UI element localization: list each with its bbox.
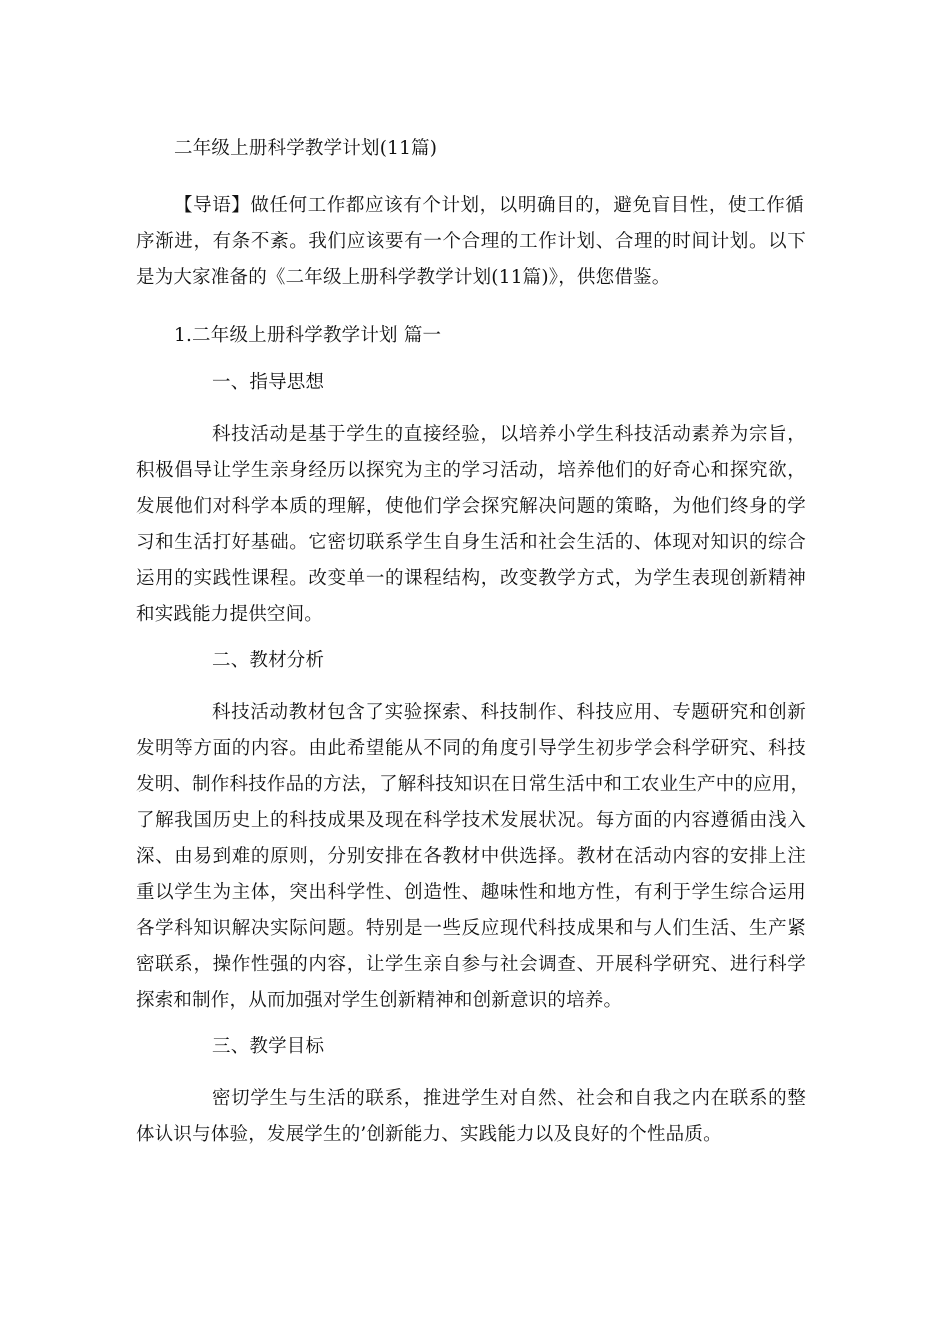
part3-line-2: 体认识与体验，发展学生的’创新能力、实践能力以及良好的个性品质。: [136, 1124, 722, 1145]
intro-line-3: 是为大家准备的《二年级上册科学教学计划(11篇)》，供您借鉴。: [136, 267, 671, 288]
part1-heading: 一、指导思想: [212, 372, 325, 393]
part2-line-3: 发明、制作科技作品的方法，了解科技知识在日常生活中和工农业生产中的应用，: [136, 774, 810, 795]
part1-line-1: 科技活动是基于学生的直接经验，以培养小学生科技活动素养为宗旨，: [212, 424, 806, 445]
part2-line-6: 重以学生为主体，突出科学性、创造性、趣味性和地方性，有利于学生综合运用: [136, 882, 806, 903]
part1-line-2: 积极倡导让学生亲身经历以探究为主的学习活动，培养他们的好奇心和探究欲，: [136, 460, 806, 481]
part1-line-3: 发展他们对科学本质的理解，使他们学会探究解决问题的策略，为他们终身的学: [136, 496, 806, 517]
part2-line-8: 密联系，操作性强的内容，让学生亲自参与社会调查、开展科学研究、进行科学: [136, 954, 806, 975]
part3-heading: 三、教学目标: [212, 1036, 325, 1057]
document-title: 二年级上册科学教学计划(11篇): [174, 138, 438, 159]
intro-line-2: 序渐进，有条不紊。我们应该要有一个合理的工作计划、合理的时间计划。以下: [136, 231, 806, 252]
part1-line-6: 和实践能力提供空间。: [136, 604, 324, 625]
part2-line-2: 发明等方面的内容。由此希望能从不同的角度引导学生初步学会科学研究、科技: [136, 738, 806, 759]
part2-heading: 二、教材分析: [212, 650, 325, 671]
part2-line-1: 科技活动教材包含了实验探索、科技制作、科技应用、专题研究和创新: [212, 702, 806, 723]
part2-line-9: 探索和制作，从而加强对学生创新精神和创新意识的培养。: [136, 990, 623, 1011]
part1-line-5: 运用的实践性课程。改变单一的课程结构，改变教学方式，为学生表现创新精神: [136, 568, 806, 589]
part1-line-4: 习和生活打好基础。它密切联系学生自身生活和社会生活的、体现对知识的综合: [136, 532, 806, 553]
section-title: 1.二年级上册科学教学计划 篇一: [174, 325, 442, 346]
part2-line-5: 深、由易到难的原则，分别安排在各教材中供选择。教材在活动内容的安排上注: [136, 846, 806, 867]
part3-line-1: 密切学生与生活的联系，推进学生对自然、社会和自我之内在联系的整: [212, 1088, 806, 1109]
intro-line-1: 【导语】做任何工作都应该有个计划，以明确目的，避免盲目性，使工作循: [174, 195, 804, 216]
part2-line-7: 各学科知识解决实际问题。特别是一些反应现代科技成果和与人们生活、生产紧: [136, 918, 806, 939]
part2-line-4: 了解我国历史上的科技成果及现在科学技术发展状况。每方面的内容遵循由浅入: [136, 810, 806, 831]
